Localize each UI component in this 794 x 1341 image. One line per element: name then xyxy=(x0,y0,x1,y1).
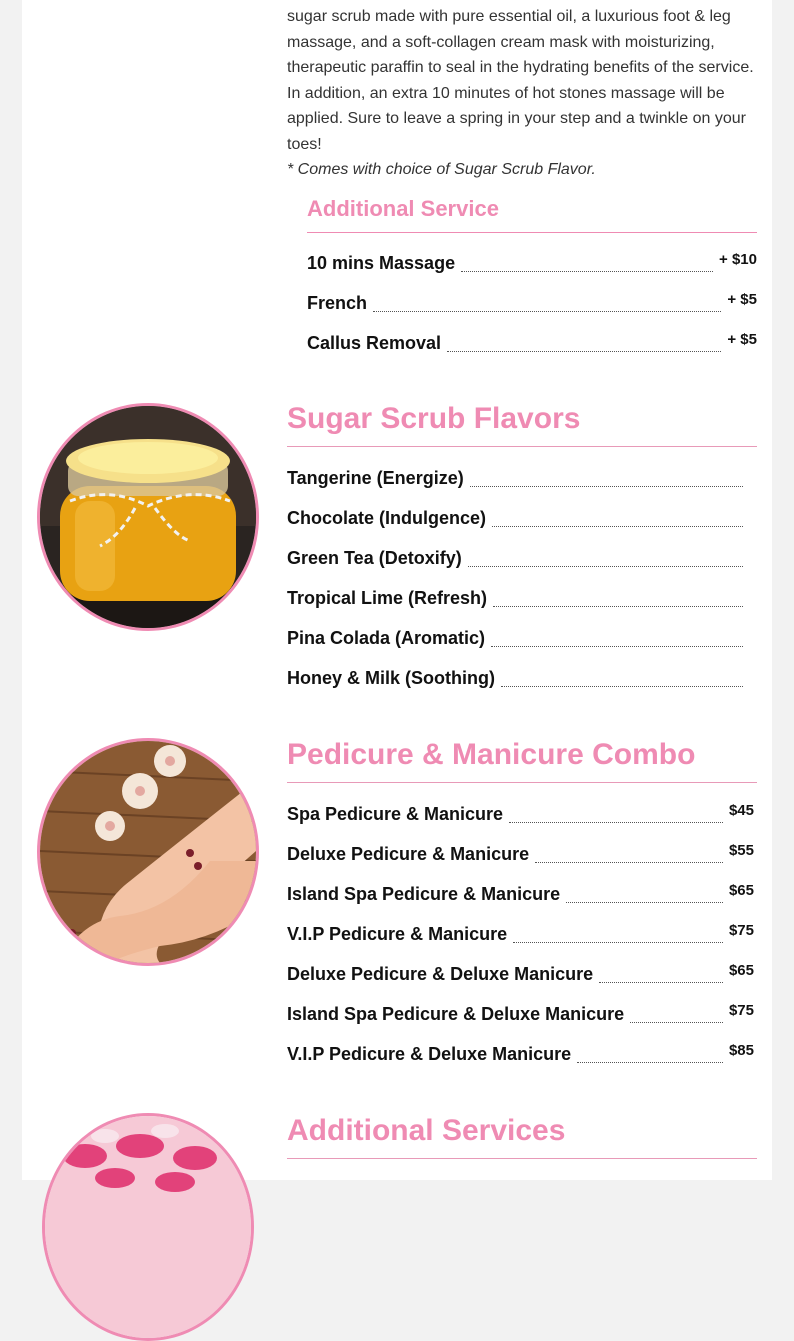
flavor-name: Pina Colada (Aromatic) xyxy=(287,628,486,648)
dot-leader xyxy=(599,981,723,983)
dot-leader xyxy=(470,485,743,487)
additional-service-title: Additional Service xyxy=(307,196,757,233)
menu-page xyxy=(22,0,772,1180)
flavor-row xyxy=(287,548,749,569)
description-text: sugar scrub made with pure essential oil, a luxurious foot & leg massage, and a soft-collagen cream mask with moisturizing, therapeutic paraffin to seal in the hydrating benefits of the service. In addition, an extra 10 minutes of hot stones massage will be applied. Sure to leave a spring in your step and a twinkle on your toes! xyxy=(287,8,754,153)
flowers-image xyxy=(42,1113,254,1341)
dot-leader xyxy=(630,1021,723,1023)
service-name: Callus Removal xyxy=(307,333,442,353)
dot-leader xyxy=(492,525,743,527)
flavor-row xyxy=(287,508,749,529)
price-row xyxy=(287,804,754,825)
service-price: $65 xyxy=(728,882,754,899)
service-price: $85 xyxy=(728,1042,754,1059)
service-description xyxy=(287,4,762,183)
sugar-scrub-image xyxy=(37,403,259,631)
price-row xyxy=(307,253,757,274)
price-row xyxy=(287,1044,754,1065)
service-name: V.I.P Pedicure & Deluxe Manicure xyxy=(287,1044,572,1064)
pedicure-image xyxy=(37,738,259,966)
dot-leader xyxy=(373,310,721,312)
service-name: Spa Pedicure & Manicure xyxy=(287,804,504,824)
sugar-scrub-jar-illustration xyxy=(40,406,256,628)
service-price: $75 xyxy=(728,922,754,939)
service-price: $55 xyxy=(728,842,754,859)
price-row xyxy=(287,844,754,865)
price-row xyxy=(287,964,754,985)
price-row xyxy=(287,1004,754,1025)
flavor-name: Green Tea (Detoxify) xyxy=(287,548,462,568)
dot-leader xyxy=(535,861,723,863)
service-price: + $5 xyxy=(727,291,757,308)
price-row xyxy=(307,293,757,314)
dot-leader xyxy=(468,565,743,567)
service-name: Deluxe Pedicure & Deluxe Manicure xyxy=(287,964,594,984)
dot-leader xyxy=(501,685,743,687)
service-name: Island Spa Pedicure & Manicure xyxy=(287,884,561,904)
flavor-row xyxy=(287,668,749,689)
dot-leader xyxy=(447,350,721,352)
service-name: Island Spa Pedicure & Deluxe Manicure xyxy=(287,1004,625,1024)
service-price: + $5 xyxy=(727,331,757,348)
feet-and-flowers-illustration xyxy=(40,741,256,963)
flavor-name: Chocolate (Indulgence) xyxy=(287,508,487,528)
dot-leader xyxy=(461,270,713,272)
flavor-name: Honey & Milk (Soothing) xyxy=(287,668,495,688)
dot-leader xyxy=(566,901,723,903)
dot-leader xyxy=(491,645,743,647)
flavor-row xyxy=(287,468,749,489)
pink-flowers-illustration xyxy=(45,1116,251,1338)
price-row xyxy=(307,333,757,354)
additional-services-title: Additional Services xyxy=(287,1114,757,1159)
service-name: V.I.P Pedicure & Manicure xyxy=(287,924,508,944)
dot-leader xyxy=(509,821,723,823)
service-price: $65 xyxy=(728,962,754,979)
service-price: $45 xyxy=(728,802,754,819)
price-row xyxy=(287,924,754,945)
dot-leader xyxy=(577,1061,723,1063)
combo-title: Pedicure & Manicure Combo xyxy=(287,738,757,783)
service-name: Deluxe Pedicure & Manicure xyxy=(287,844,530,864)
price-row xyxy=(287,884,754,905)
service-name: French xyxy=(307,293,368,313)
service-price: $75 xyxy=(728,1002,754,1019)
sugar-scrub-title: Sugar Scrub Flavors xyxy=(287,402,757,447)
service-name: 10 mins Massage xyxy=(307,253,456,273)
flavor-row xyxy=(287,628,749,649)
flavor-note: * Comes with choice of Sugar Scrub Flavor. xyxy=(287,161,596,178)
flavor-row xyxy=(287,588,749,609)
dot-leader xyxy=(513,941,723,943)
service-price: + $10 xyxy=(719,251,757,268)
flavor-name: Tangerine (Energize) xyxy=(287,468,464,488)
flavor-name: Tropical Lime (Refresh) xyxy=(287,588,488,608)
dot-leader xyxy=(493,605,743,607)
